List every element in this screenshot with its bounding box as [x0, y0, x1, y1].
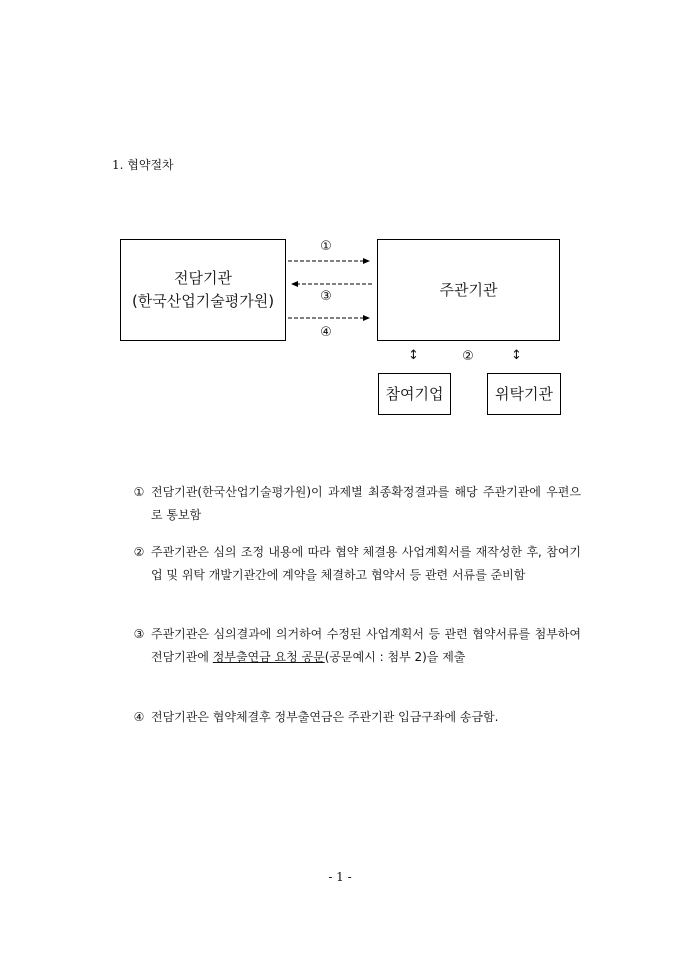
dedicated-agency-box	[120, 239, 286, 341]
step-number: ②	[133, 545, 145, 559]
updown-arrow-left: ↕	[408, 348, 419, 363]
participating-company-label: 참여기업	[385, 384, 444, 403]
step-mark-2: ②	[462, 349, 474, 364]
participating-company-box	[378, 373, 451, 415]
arrowhead-step-4	[363, 315, 370, 321]
step-item-3	[131, 623, 581, 669]
step-text-start: 주관기관은 심의결과에 의거하여 수정된 사업계획서 등 관련 협약서류를 첨부하여 전담기관에	[151, 627, 581, 664]
dedicated-agency-name: 전담기관	[174, 269, 232, 287]
step-item-1	[131, 481, 581, 527]
step-mark-4: ④	[320, 325, 332, 340]
step-text: 전담기관은 협약체결후 정부출연금은 주관기관 입금구좌에 송금함.	[151, 710, 499, 724]
lead-agency-label: 주관기관	[439, 280, 498, 299]
step-number: ③	[133, 627, 145, 641]
page-number: - 1 -	[328, 870, 352, 884]
step-number: ①	[133, 485, 145, 499]
step-text: 전담기관(한국산업기술평가원)이 과제별 최종확정결과를 해당 주관기관에 우편으로 통보함	[151, 485, 581, 522]
step-text-end: (공문예시 : 첨부 2)을 제출	[324, 650, 466, 664]
step-item-4	[131, 706, 581, 729]
step-text	[151, 623, 581, 669]
step-mark-3: ③	[320, 289, 332, 304]
updown-arrow-right: ↕	[511, 348, 522, 363]
underlined-request-document: 정부출연금 요청 공문	[212, 650, 325, 664]
step-number: ④	[133, 710, 145, 724]
step-item-2	[131, 541, 581, 587]
consigned-agency-box	[487, 373, 561, 415]
lead-agency-box	[377, 239, 560, 341]
arrowhead-step-3	[291, 281, 298, 287]
arrowhead-step-1	[363, 258, 370, 264]
dedicated-agency-fullname: (한국산업기술평가원)	[131, 292, 275, 310]
step-mark-1: ①	[320, 239, 332, 254]
consigned-agency-label: 위탁기관	[495, 384, 553, 403]
step-text: 주관기관은 심의 조정 내용에 따라 협약 체결용 사업계획서를 재작성한 후, 참여기업 및 위탁 개발기관간에 계약을 체결하고 협약서 등 관련 서류를 준비함	[151, 545, 581, 582]
section-heading: 1. 협약절차	[112, 158, 174, 172]
